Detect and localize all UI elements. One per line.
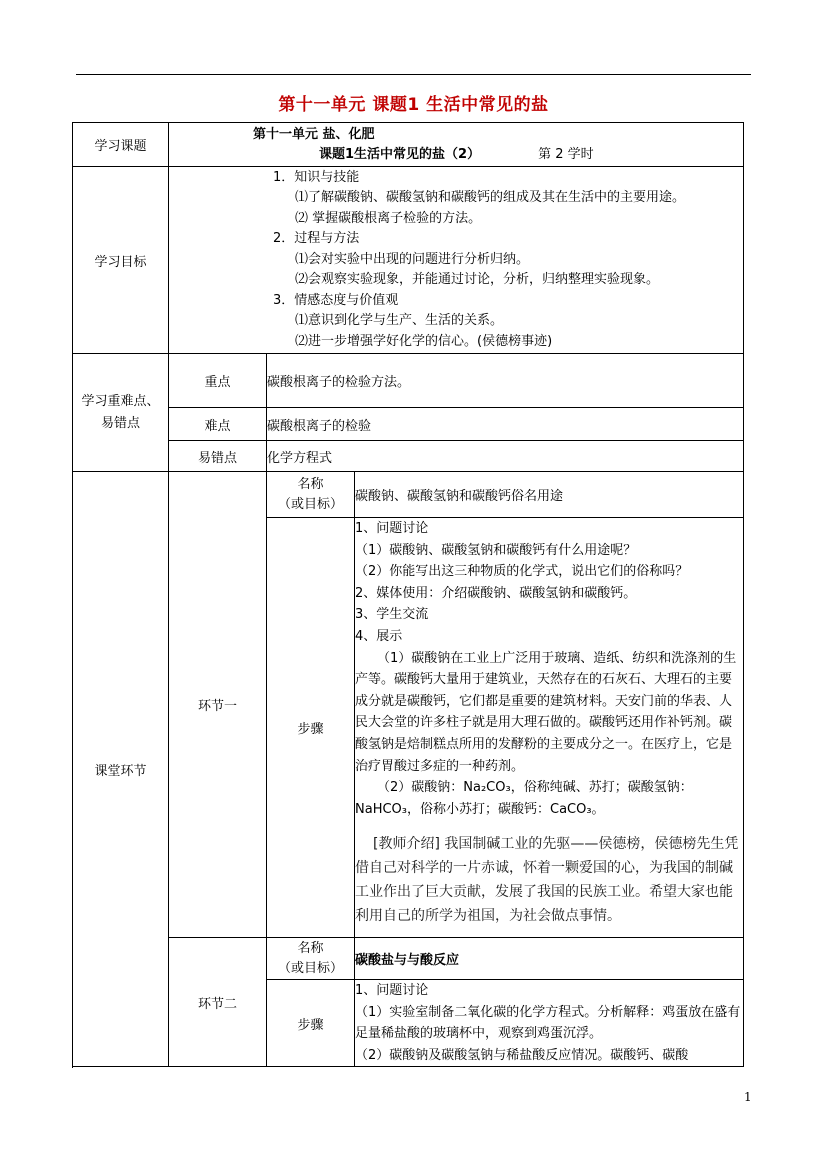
section2-label: 环节二 — [169, 938, 267, 1067]
section2-steps — [355, 980, 744, 1067]
goals-label: 学习目标 — [73, 167, 169, 354]
topic-cell — [169, 123, 744, 167]
step-line: （1）实验室制备二氧化碳的化学方程式。分析解释：鸡蛋放在盛有足量稀盐酸的玻璃杯中，观察到鸡蛋沉浮。 — [355, 1004, 741, 1042]
classroom-label: 课堂环节 — [73, 472, 169, 1067]
key-point-value: 碳酸根离子的检验方法。 — [267, 354, 744, 408]
goal-line: ⑴了解碳酸钠、碳酸氢钠和碳酸钙的组成及其在生活中的主要用途。 — [295, 190, 686, 206]
step-line: 4、展示 — [355, 628, 403, 644]
error-point-value: 化学方程式 — [267, 441, 744, 472]
goal-line: ⑴会对实验中出现的问题进行分析归纳。 — [295, 251, 530, 267]
hard-point-value: 碳酸根离子的检验 — [267, 408, 744, 441]
step-line: 1、问题讨论 — [355, 521, 429, 536]
header-rule — [76, 74, 751, 75]
goals-row — [73, 167, 744, 354]
section2-name-label: 名称 （或目标） — [267, 938, 355, 980]
topic-period: 第 2 学时 — [538, 146, 594, 162]
key-point-row — [73, 354, 744, 408]
goals-cell — [169, 167, 744, 354]
topic-unit: 第十一单元 盐、化肥 — [253, 126, 375, 142]
step-paragraph: （2）碳酸钠：Na₂CO₃，俗称纯碱、苏打；碳酸氢钠：NaHCO₃，俗称小苏打；碳酸钙：CaCO₃。 — [355, 780, 693, 817]
step-line: 1、问题讨论 — [355, 983, 429, 998]
goal-line: 2．过程与方法 — [273, 231, 360, 247]
goal-line: 3．情感态度与价值观 — [273, 292, 399, 308]
step-line: （1）碳酸钠、碳酸氢钠和碳酸钙有什么用途呢？ — [355, 542, 637, 558]
lesson-plan-table — [72, 122, 744, 1067]
error-point-row — [73, 441, 744, 472]
step-line: 3、学生交流 — [355, 607, 429, 623]
step-line: 2、媒体使用：介绍碳酸钠、碳酸氢钠和碳酸钙。 — [355, 585, 637, 601]
topic-row — [73, 123, 744, 167]
step-line: （2）碳酸钠及碳酸氢钠与稀盐酸反应情况。碳酸钙、碳酸 — [355, 1047, 689, 1063]
step-paragraph: （1）碳酸钠在工业上广泛用于玻璃、造纸、纺织和洗涤剂的生产等。碳酸钙大量用于建筑业，天然存在的石灰石、大理石的主要成分就是碳酸钙，它们都是重要的建筑材料。天安门前的华表、人民大会堂的许多柱子就是用大理石做的。碳酸钙还用作补钙剂。碳酸氢钠是焙制糕点所用的发酵粉的主要成分之一。在医疗上，它是治疗胃酸过多症的一种药剂。 — [355, 650, 737, 774]
section2-steps-label: 步骤 — [267, 980, 355, 1067]
section1-name-label: 名称 （或目标） — [267, 472, 355, 518]
step-line: （2）你能写出这三种物质的化学式，说出它们的俗称吗？ — [355, 564, 689, 580]
section1-name-value: 碳酸钠、碳酸氢钠和碳酸钙俗名用途 — [355, 472, 744, 518]
section1-name-row — [73, 472, 744, 518]
goal-line: ⑵会观察实验现象，并能通过讨论，分析，归纳整理实验现象。 — [295, 272, 660, 288]
teacher-note: [教师介绍] 我国制碱工业的先驱——侯德榜，侯德榜先生凭借自己对科学的一片赤诚，怀着一颗爱国的心，为我国的制碱工业作出了巨大贡献，发展了我国的民族工业。希望大家也能利用自己的所学为祖国，为社会做点事情。 — [355, 836, 739, 925]
topic-label: 学习课题 — [73, 123, 169, 167]
document-title: 第十一单元 课题1 生活中常见的盐 — [278, 95, 549, 115]
page-number: 1 — [744, 1090, 752, 1104]
goal-line: ⑴意识到化学与生产、生活的关系。 — [295, 313, 504, 329]
hard-point-label: 难点 — [169, 408, 267, 441]
goal-line: ⑵进一步增强学好化学的信心。(侯德榜事迹) — [295, 333, 553, 349]
difficulty-label — [73, 354, 169, 472]
topic-lesson-title: 课题1生活中常见的盐（2） — [319, 146, 481, 162]
hard-point-row — [73, 408, 744, 441]
section1-steps-label: 步骤 — [267, 518, 355, 938]
goal-line: ⑵ 掌握碳酸根离子检验的方法。 — [295, 210, 482, 226]
difficulty-label-text: 学习重难点、易错点 — [81, 393, 160, 431]
key-point-label: 重点 — [169, 354, 267, 408]
topic-lesson — [169, 145, 743, 165]
goal-line: 1．知识与技能 — [273, 169, 360, 185]
section2-name-row — [73, 938, 744, 980]
section1-label: 环节一 — [169, 472, 267, 938]
error-point-label: 易错点 — [169, 441, 267, 472]
section1-steps — [355, 518, 744, 938]
section2-name-value: 碳酸盐与与酸反应 — [355, 938, 744, 980]
